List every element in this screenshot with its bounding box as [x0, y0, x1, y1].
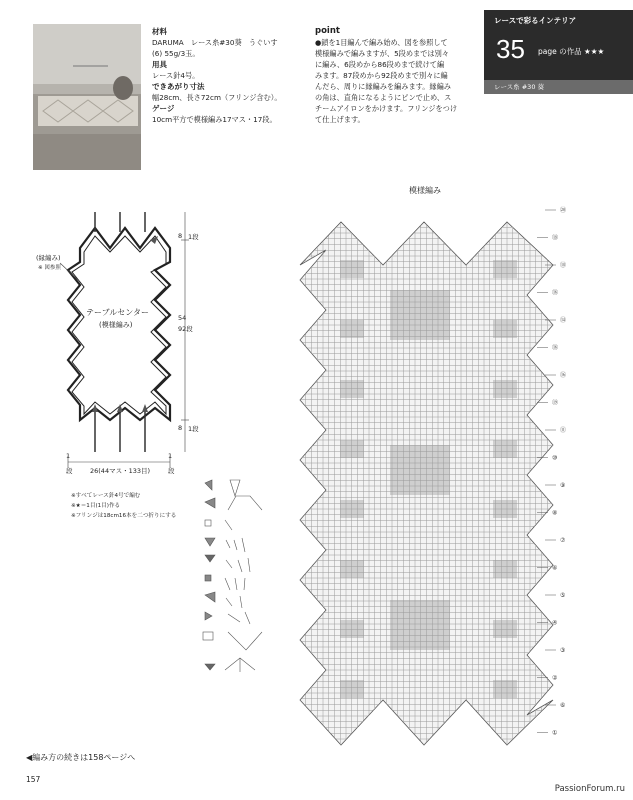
- gauge-text: 10cm平方で模様編み17マス・17段。: [152, 115, 277, 124]
- row-number-label: ⑦: [560, 537, 566, 544]
- gauge-title: ゲージ: [152, 104, 175, 113]
- row-number-label: ⑯: [552, 344, 559, 352]
- motif-block: [390, 290, 450, 340]
- note-line: ※フリンジは18cm16本を二つ折りにする: [71, 513, 177, 519]
- width-right-unit: 段: [168, 467, 175, 475]
- point-line: んだら、周りに縁編みを編みます。縁編み: [315, 82, 451, 91]
- row-number-label: ⑳: [560, 207, 567, 214]
- dim-bottom-rows: 1段: [188, 425, 199, 433]
- row-number-label: ⑯: [552, 289, 559, 297]
- row-number-label: ⑨: [560, 482, 566, 489]
- motif-block: [493, 440, 517, 458]
- row-number-label: ⑧: [552, 509, 558, 517]
- motif-block: [493, 320, 517, 338]
- motif-block: [493, 560, 517, 578]
- tool-title: 用具: [152, 60, 167, 69]
- point-line: の角は、直角になるようにピンで止め、ス: [315, 93, 452, 102]
- materials-title: 材料: [152, 27, 167, 36]
- dim-length-rows: 92段: [178, 325, 193, 333]
- row-number-label: ⑪: [560, 427, 567, 434]
- thread-label: レース糸 #30 葵: [484, 80, 633, 94]
- materials-line2: (6) 55g/3玉。: [152, 49, 200, 58]
- row-number-label: ⑱: [560, 262, 567, 269]
- note-line: ※すべてレース針4号で編む: [71, 493, 141, 499]
- row-number-label: ⑱: [552, 234, 559, 242]
- row-number-label: ③: [560, 647, 566, 654]
- motif-block: [390, 600, 450, 650]
- size-title: できあがり寸法: [152, 82, 205, 91]
- dim-bottom: 8: [178, 424, 183, 432]
- page-ref-number: 35: [496, 34, 525, 64]
- width-label: 26(44マス・133目): [90, 467, 151, 475]
- row-number-label: ⑥: [552, 564, 558, 572]
- motif-block: [493, 260, 517, 278]
- row-number-label: ②: [552, 674, 558, 682]
- motif-block: [390, 445, 450, 495]
- row-number-label: ④: [552, 619, 558, 627]
- center-subtitle: (模様編み): [99, 321, 133, 329]
- row-number-label: ⑩: [552, 454, 558, 462]
- width-left-unit: 段: [66, 467, 73, 475]
- motif-block: [493, 680, 517, 698]
- watermark: PassionForum.ru: [554, 784, 625, 794]
- page-number: 157: [26, 775, 41, 784]
- point-line: 模様編みで編みますが、5段めまでは別々: [315, 49, 449, 58]
- chart-title: 模様編み: [409, 186, 441, 195]
- row-number-label: ⑯: [560, 372, 567, 379]
- edge-ref: ※ 図参照: [38, 265, 61, 271]
- row-number-label: ⑤: [560, 592, 566, 599]
- point-line: みます。87段めから92段めまで別々に編: [315, 71, 448, 80]
- point-line: ●鎖を1目編んで編み始め、図を参照して: [315, 38, 448, 47]
- width-right: 1: [168, 452, 173, 460]
- materials-line1: DARUMA レース糸#30葵 うぐいす: [152, 38, 278, 47]
- width-left: 1: [66, 452, 71, 460]
- row-number-label: ①: [552, 729, 558, 737]
- size-text: 幅28cm、長さ72cm（フリンジ含む）。: [152, 93, 282, 102]
- dim-top-rows: 1段: [188, 233, 199, 241]
- center-title: テーブルセンター: [86, 308, 149, 317]
- note-line: ※★＝1目(1目)作る: [71, 503, 121, 509]
- row-number-label: ⑲: [552, 399, 559, 407]
- dim-length: 54: [178, 314, 187, 322]
- dim-top: 8: [178, 232, 183, 240]
- tool-text: レース針4号。: [152, 71, 200, 80]
- point-line: に編み、6段めから86段めまで続けて編: [315, 60, 445, 69]
- row-number-label: ⑥: [560, 702, 566, 709]
- edge-label: (縁編み): [36, 254, 61, 262]
- point-line: チームアイロンをかけます。フリンジをつけ: [315, 104, 458, 113]
- page-ref-text: page の作品 ★★★: [538, 47, 605, 56]
- row-number-label: ⑭: [560, 317, 567, 324]
- series-title: レースで彩るインテリア: [494, 16, 577, 25]
- point-title: point: [315, 26, 340, 36]
- continue-note: ◀編み方の続きは158ページへ: [26, 753, 136, 762]
- point-line: て仕上げます。: [315, 115, 365, 124]
